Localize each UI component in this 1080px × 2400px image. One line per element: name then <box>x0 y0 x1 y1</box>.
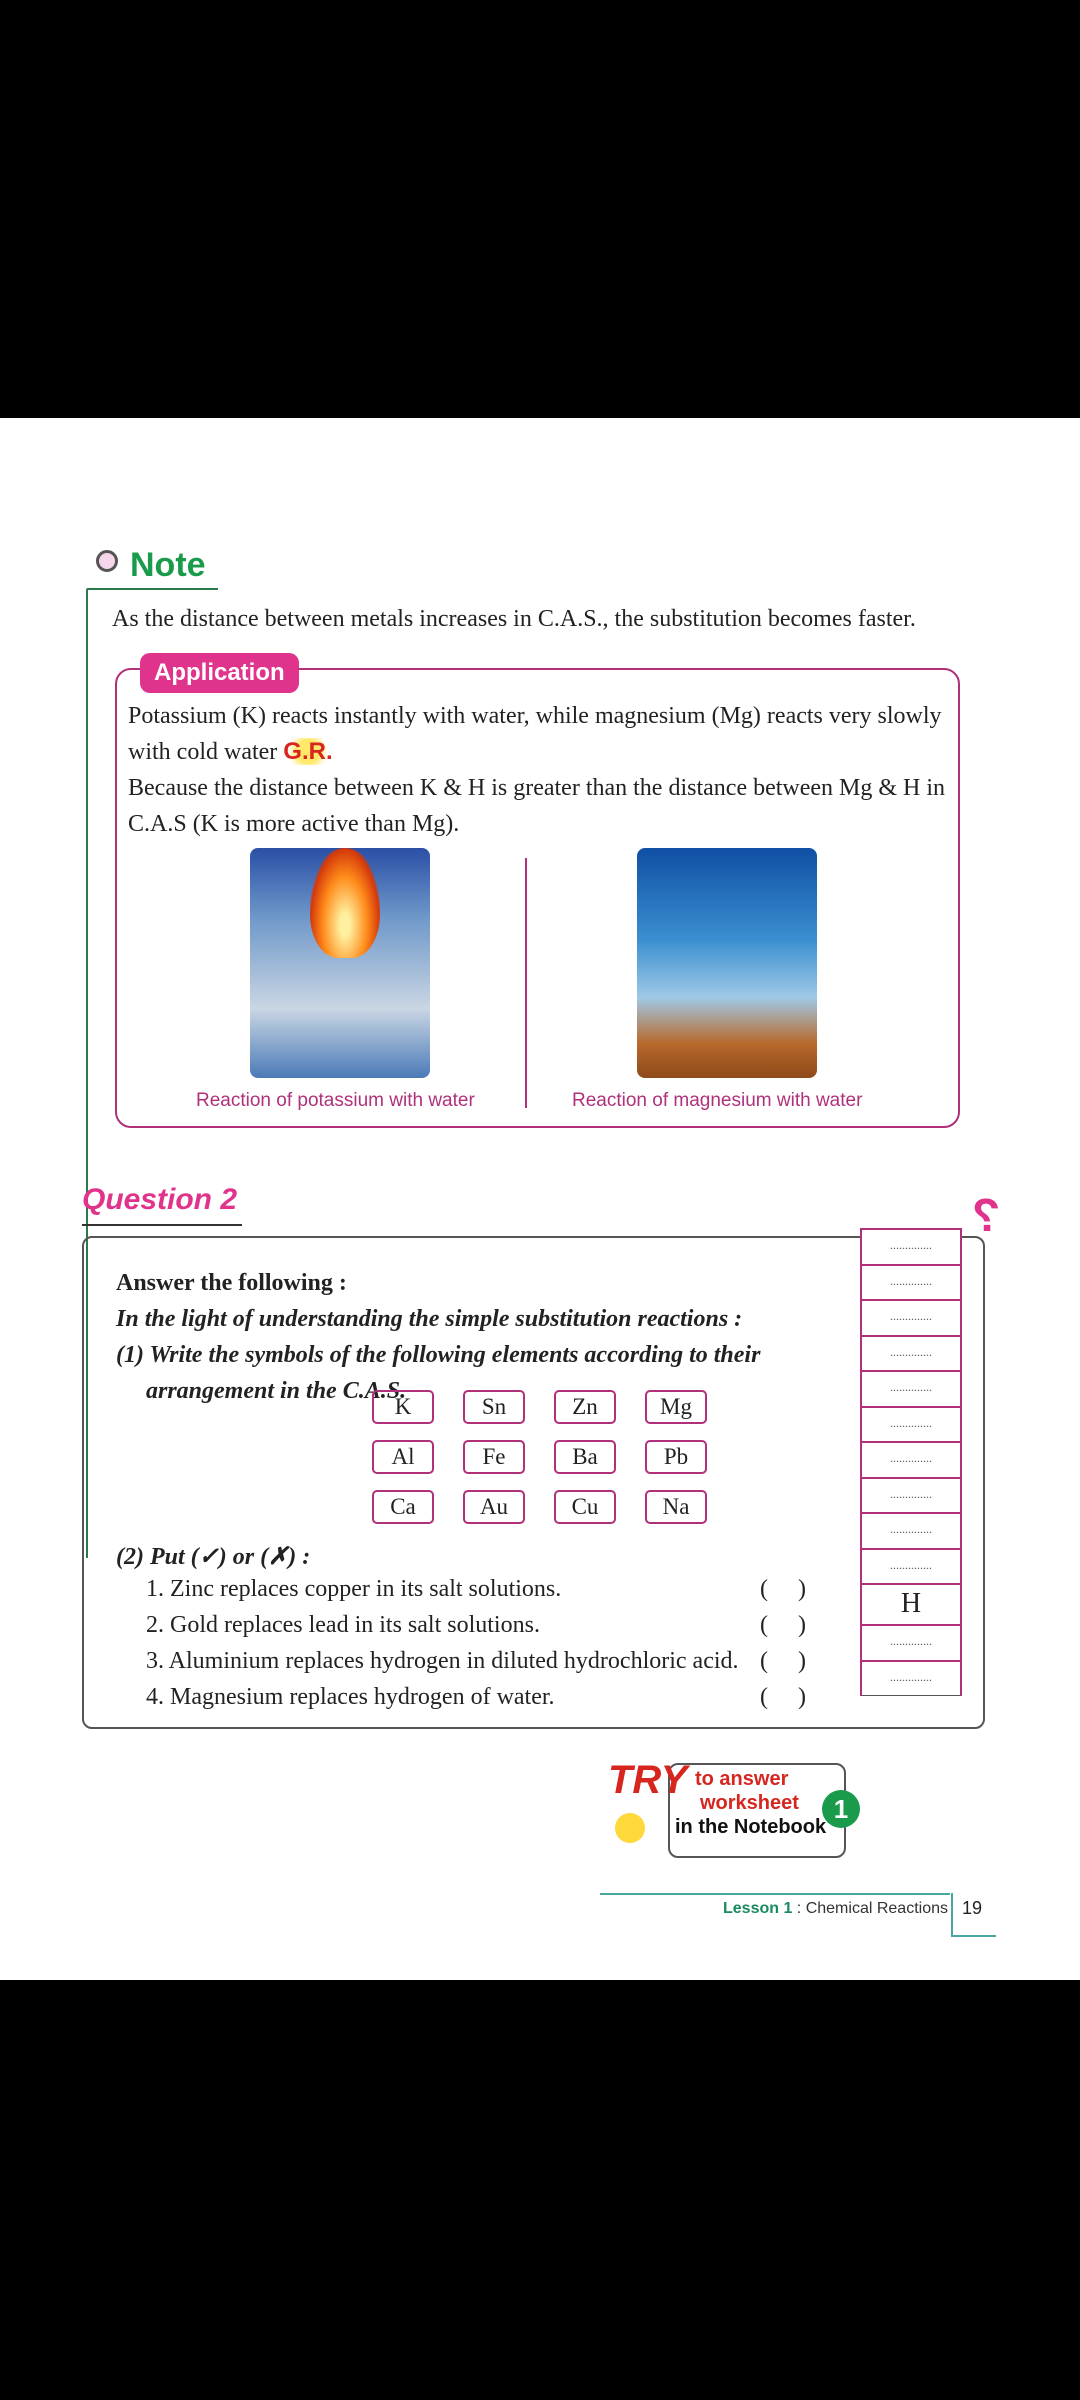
note-title: Note <box>130 546 206 584</box>
lesson-number: Lesson 1 <box>723 1900 793 1917</box>
cas-answer-column <box>860 1229 962 1696</box>
cas-cell[interactable]: .............. <box>860 1477 962 1514</box>
element-box: Sn <box>463 1390 525 1424</box>
page-number: 19 <box>962 1898 983 1918</box>
statement: 2. Gold replaces lead in its salt solutions. <box>146 1612 540 1638</box>
page-underline <box>951 1935 996 1937</box>
cas-cell[interactable]: .............. <box>860 1228 962 1265</box>
textbook-page <box>0 418 1080 1980</box>
element-box: Mg <box>645 1390 707 1424</box>
answer-parentheses[interactable]: ( ) <box>760 1612 806 1638</box>
question-mark-icon: ? <box>972 1189 1001 1241</box>
application-line1: Potassium (K) reacts instantly with water, while magnesium (Mg) reacts very slowly with cold water <box>128 703 942 765</box>
element-box: Fe <box>463 1440 525 1474</box>
flame-icon <box>310 848 380 958</box>
caption-magnesium: Reaction of magnesium with water <box>572 1090 863 1111</box>
cas-cell[interactable]: .............. <box>860 1406 962 1443</box>
caption-potassium: Reaction of potassium with water <box>196 1090 475 1111</box>
potassium-reaction-image <box>250 848 430 1078</box>
cas-cell[interactable]: .............. <box>860 1335 962 1372</box>
magnesium-reaction-image <box>637 848 817 1078</box>
worksheet-number-badge: 1 <box>822 1790 860 1828</box>
part1-line1: (1) Write the symbols of the following elements according to their <box>116 1342 761 1368</box>
element-box: Al <box>372 1440 434 1474</box>
try-line2: worksheet <box>700 1792 799 1814</box>
cas-cell[interactable]: .............. <box>860 1512 962 1549</box>
answer-parentheses[interactable]: ( ) <box>760 1684 806 1710</box>
question-intro: In the light of understanding the simple substitution reactions : <box>116 1306 743 1332</box>
element-box: Pb <box>645 1440 707 1474</box>
application-text <box>128 698 948 842</box>
question-underline <box>82 1224 242 1226</box>
statement: 3. Aluminium replaces hydrogen in diluted hydrochloric acid. <box>146 1648 739 1674</box>
image-divider <box>525 858 527 1108</box>
try-line1: to answer <box>695 1768 789 1790</box>
page-divider <box>951 1893 953 1935</box>
cas-cell[interactable]: .............. <box>860 1660 962 1697</box>
cas-cell: H <box>860 1583 962 1625</box>
footer-line <box>600 1893 950 1895</box>
element-box: Cu <box>554 1490 616 1524</box>
element-box: K <box>372 1390 434 1424</box>
cas-cell[interactable]: .............. <box>860 1624 962 1661</box>
element-box: Na <box>645 1490 707 1524</box>
part2-heading: (2) Put (✓) or (✗) : <box>116 1544 311 1570</box>
cas-cell[interactable]: .............. <box>860 1264 962 1301</box>
note-underline <box>88 588 218 590</box>
element-box: Ca <box>372 1490 434 1524</box>
question-title: Question 2 <box>82 1183 238 1216</box>
cas-cell[interactable]: .............. <box>860 1441 962 1478</box>
try-label: TRY <box>608 1758 688 1802</box>
gr-badge: G.R. <box>283 738 333 765</box>
part1-line2: arrangement in the C.A.S. <box>146 1378 407 1404</box>
element-box: Zn <box>554 1390 616 1424</box>
application-tag: Application <box>140 653 299 693</box>
cas-cell[interactable]: .............. <box>860 1299 962 1336</box>
footer-sep: : <box>792 1900 806 1917</box>
footer-lesson <box>723 1900 948 1918</box>
cas-cell[interactable]: .............. <box>860 1370 962 1407</box>
answer-parentheses[interactable]: ( ) <box>760 1576 806 1602</box>
try-line3: in the Notebook <box>675 1816 827 1838</box>
pin-icon <box>96 550 118 572</box>
cas-cell[interactable]: .............. <box>860 1548 962 1585</box>
element-box: Au <box>463 1490 525 1524</box>
statement: 4. Magnesium replaces hydrogen of water. <box>146 1684 555 1710</box>
note-text: As the distance between metals increases in C.A.S., the substitution becomes faster. <box>112 606 916 632</box>
lightbulb-icon <box>615 1813 645 1843</box>
question-heading: Answer the following : <box>116 1270 347 1296</box>
application-line2: Because the distance between K & H is greater than the distance between Mg & H in C.A.S (K is more active than Mg). <box>128 775 946 837</box>
lesson-title: Chemical Reactions <box>805 1900 948 1917</box>
statement: 1. Zinc replaces copper in its salt solutions. <box>146 1576 562 1602</box>
answer-parentheses[interactable]: ( ) <box>760 1648 806 1674</box>
element-box: Ba <box>554 1440 616 1474</box>
